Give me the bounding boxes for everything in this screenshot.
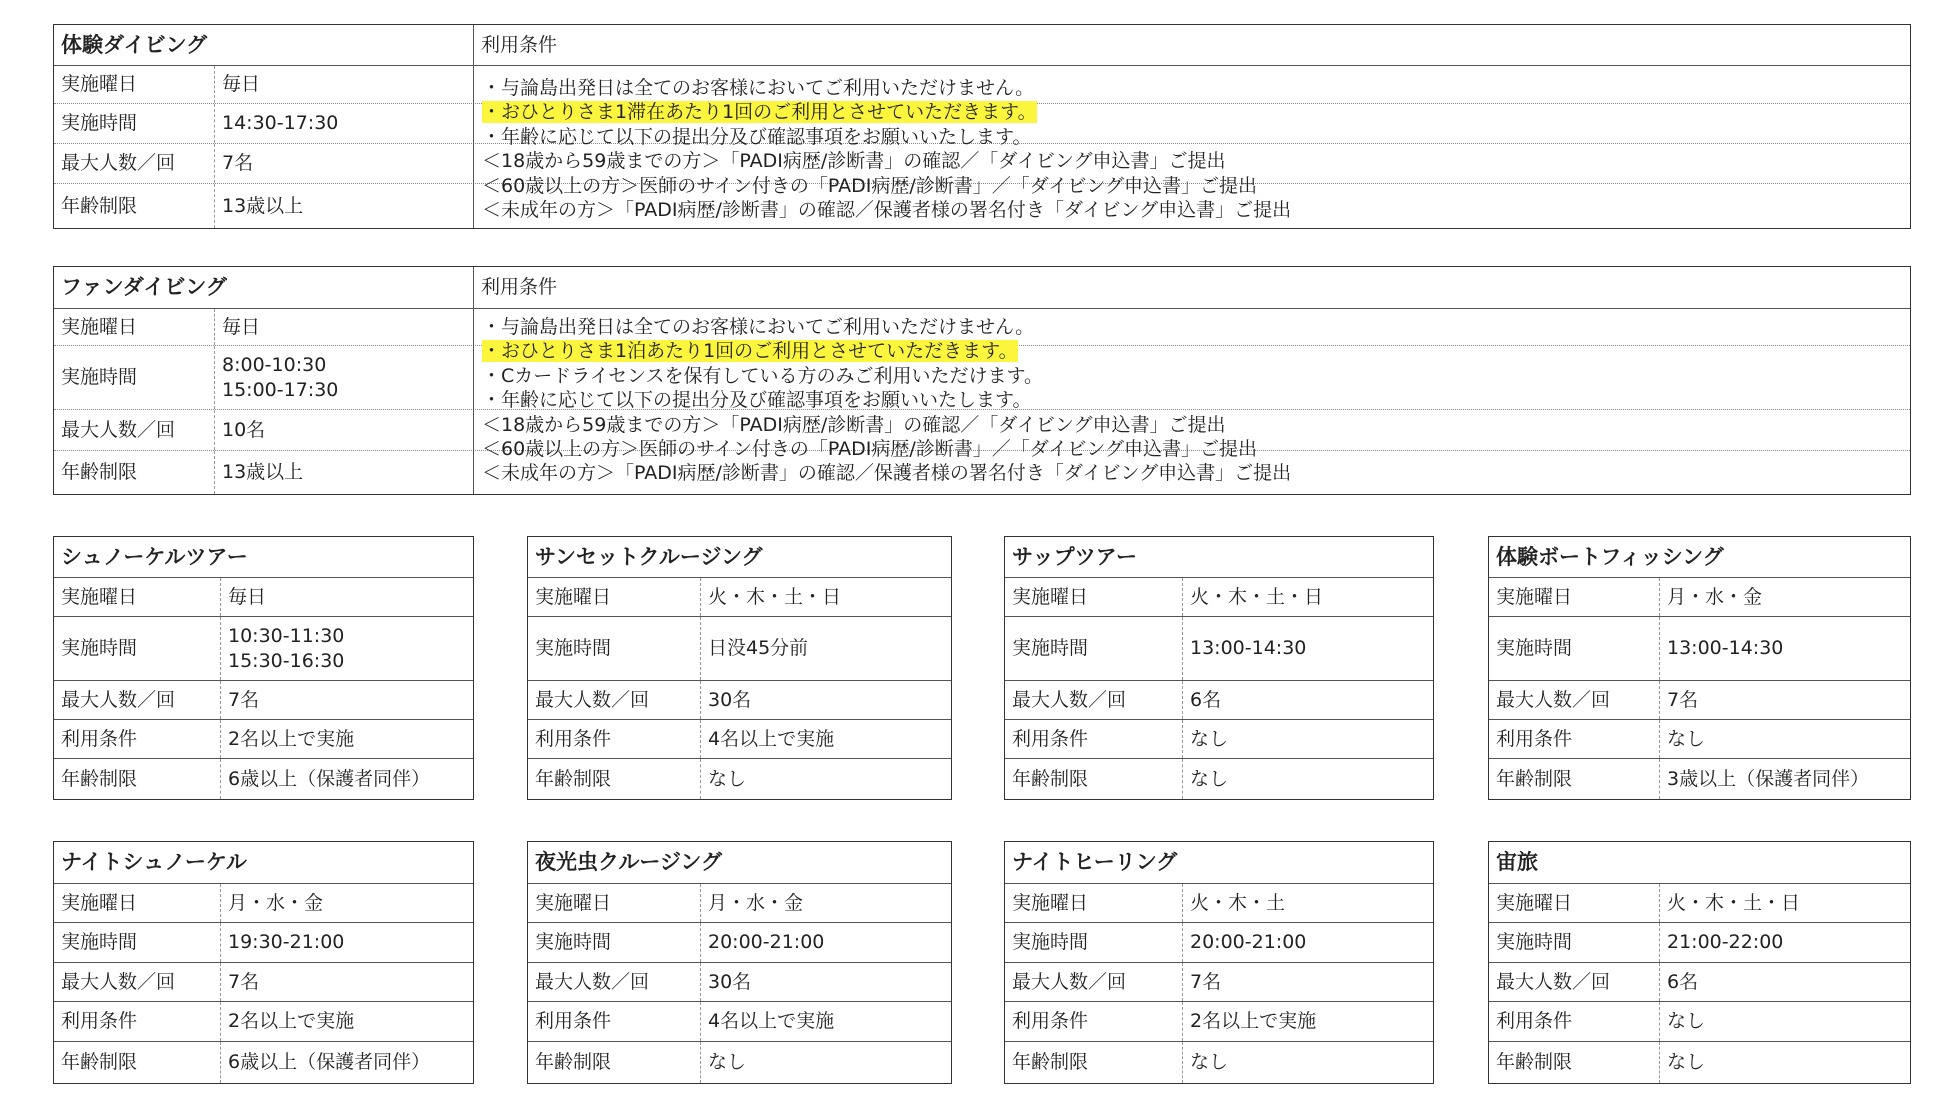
conditions-list <box>482 315 1291 486</box>
row-label: 実施時間 <box>1496 637 1573 659</box>
row-value: 19:30-21:00 <box>220 923 473 962</box>
row-label: 利用条件 <box>1012 1010 1089 1032</box>
row-value: 火・木・土 <box>1182 884 1433 922</box>
condition-line-highlighted: ・おひとりさま1滞在あたり1回のご利用とさせていただきます。 <box>482 101 1037 124</box>
row-value: なし <box>1182 759 1433 799</box>
table-row <box>54 616 473 680</box>
snorkel-tour-table <box>53 536 474 800</box>
condition-line: ＜18歳から59歳までの方＞「PADI病歴/診断書」の確認／「ダイビング申込書」ご提出 <box>482 150 1226 173</box>
condition-line: ＜18歳から59歳までの方＞「PADI病歴/診断書」の確認／「ダイビング申込書」ご提出 <box>482 413 1226 436</box>
row-value: 7名 <box>220 681 473 719</box>
row-label: 最大人数／回 <box>61 970 176 993</box>
table-row <box>54 1041 473 1083</box>
sup-tour-title: サップツアー <box>1012 544 1137 569</box>
table-row <box>54 922 473 962</box>
row-value: なし <box>1182 720 1433 758</box>
row-label: 実施時間 <box>535 931 612 953</box>
taiken-diving-table <box>53 24 1911 229</box>
time-range: 10:30-11:30 <box>228 624 345 647</box>
night-healing-title: ナイトヒーリング <box>1012 850 1178 874</box>
row-value: 6歳以上（保護者同伴） <box>220 759 473 799</box>
table-row <box>528 883 951 922</box>
table-row <box>1005 577 1433 616</box>
table-row <box>1489 883 1910 922</box>
table-row <box>1489 1001 1910 1041</box>
row-value: 毎日 <box>214 66 473 103</box>
row-value: 7名 <box>220 963 473 1001</box>
row-value: 4名以上で実施 <box>700 1002 951 1041</box>
row-label: 実施時間 <box>61 931 138 953</box>
condition-line: ＜60歳以上の方＞医師のサイン付きの「PADI病歴/診断書」／「ダイビング申込書」ご提出 <box>482 438 1257 461</box>
row-label: 利用条件 <box>1496 1010 1573 1032</box>
row-value: 火・木・土・日 <box>1659 884 1910 922</box>
row-value: 21:00-22:00 <box>1659 923 1910 962</box>
row-label: 年齢制限 <box>1496 1051 1573 1073</box>
table-row <box>1005 680 1433 719</box>
condition-line: ・年齢に応じて以下の提出分及び確認事項をお願いいたします。 <box>482 389 1032 412</box>
table-row <box>54 962 473 1001</box>
row-label: 実施曜日 <box>61 891 138 914</box>
row-label: 最大人数／回 <box>1496 970 1611 993</box>
table-row <box>54 1001 473 1041</box>
table-row <box>1489 680 1910 719</box>
table-row <box>1005 616 1433 680</box>
row-value: 30名 <box>700 963 951 1001</box>
table-row <box>528 758 951 799</box>
row-value: 7名 <box>214 144 473 183</box>
row-label: 最大人数／回 <box>1012 688 1127 711</box>
table-row <box>54 883 473 922</box>
row-value: 20:00-21:00 <box>700 923 951 962</box>
boat-fishing-table <box>1488 536 1911 800</box>
row-value: なし <box>1659 720 1910 758</box>
condition-line-highlighted: ・おひとりさま1泊あたり1回のご利用とさせていただきます。 <box>482 340 1018 363</box>
taiken-diving-title: 体験ダイビング <box>61 32 208 57</box>
row-label: 最大人数／回 <box>535 970 650 993</box>
row-value: 毎日 <box>214 309 473 345</box>
row-label: 最大人数／回 <box>1496 688 1611 711</box>
fun-diving-title: ファンダイビング <box>61 275 227 299</box>
row-label: 年齢制限 <box>61 767 138 790</box>
row-value: なし <box>1182 1042 1433 1083</box>
row-value: 13歳以上 <box>214 184 473 228</box>
sup-tour-table <box>1004 536 1434 800</box>
row-label: 最大人数／回 <box>535 688 650 711</box>
table-row <box>1489 922 1910 962</box>
table-row <box>528 616 951 680</box>
table-row <box>1005 922 1433 962</box>
row-label: 実施曜日 <box>535 891 612 914</box>
row-label: 実施曜日 <box>61 585 138 608</box>
row-value <box>214 346 473 409</box>
conditions-header: 利用条件 <box>473 267 1910 308</box>
table-row <box>528 1001 951 1041</box>
fun-diving-header-row <box>54 267 1910 308</box>
time-range: 15:00-17:30 <box>222 378 339 401</box>
row-label: 実施曜日 <box>1496 585 1573 608</box>
table-row <box>1005 719 1433 758</box>
condition-line: ・年齢に応じて以下の提出分及び確認事項をお願いいたします。 <box>482 125 1032 148</box>
row-label: 年齢制限 <box>61 194 138 217</box>
row-value: なし <box>700 1042 951 1083</box>
row-label: 年齢制限 <box>61 461 138 483</box>
sora-tabi-title: 宙旅 <box>1496 850 1538 874</box>
table-row <box>1489 577 1910 616</box>
row-label: 実施曜日 <box>535 585 612 608</box>
row-label: 利用条件 <box>61 1010 138 1032</box>
row-value: 13:00-14:30 <box>1182 617 1433 680</box>
condition-line: ・与論島出発日は全てのお客様においてご利用いただけません。 <box>482 77 1035 99</box>
row-label: 利用条件 <box>1496 727 1573 750</box>
table-row <box>54 758 473 799</box>
row-value: 月・水・金 <box>700 884 951 922</box>
time-range: 15:30-16:30 <box>228 649 345 672</box>
row-value: 火・木・土・日 <box>1182 578 1433 616</box>
row-label: 最大人数／回 <box>61 152 176 174</box>
row-value: 7名 <box>1659 681 1910 719</box>
row-value: 30名 <box>700 681 951 719</box>
row-label: 利用条件 <box>61 727 138 750</box>
noctiluca-cruising-table <box>527 841 952 1084</box>
table-row <box>528 719 951 758</box>
row-value: なし <box>1659 1002 1910 1041</box>
table-row <box>54 680 473 719</box>
row-label: 実施曜日 <box>1496 891 1573 914</box>
row-label: 利用条件 <box>1012 727 1089 750</box>
table-row <box>1005 1041 1433 1083</box>
night-healing-table <box>1004 841 1434 1084</box>
row-label: 年齢制限 <box>535 1051 612 1073</box>
row-value: 毎日 <box>220 578 473 616</box>
table-row <box>528 1041 951 1083</box>
row-value: 月・水・金 <box>220 884 473 922</box>
row-label: 最大人数／回 <box>61 418 176 441</box>
night-snorkel-table <box>53 841 474 1084</box>
table-row <box>1489 1041 1910 1083</box>
table-row <box>1005 758 1433 799</box>
row-value: 6歳以上（保護者同伴） <box>220 1042 473 1083</box>
table-row <box>528 962 951 1001</box>
time-range: 8:00-10:30 <box>222 353 327 376</box>
row-label: 年齢制限 <box>535 767 612 790</box>
row-value <box>220 617 473 680</box>
condition-line: ・与論島出発日は全てのお客様においてご利用いただけません。 <box>482 316 1035 338</box>
row-value: 13歳以上 <box>214 451 473 494</box>
table-row <box>1489 962 1910 1001</box>
row-label: 実施時間 <box>61 637 138 659</box>
condition-line: ＜60歳以上の方＞医師のサイン付きの「PADI病歴/診断書」／「ダイビング申込書」ご提出 <box>482 174 1257 197</box>
row-value: 6名 <box>1659 963 1910 1001</box>
row-value: 日没45分前 <box>700 617 951 680</box>
table-row <box>1005 1001 1433 1041</box>
row-label: 実施時間 <box>61 366 138 388</box>
table-row <box>528 680 951 719</box>
row-label: 実施曜日 <box>1012 891 1089 914</box>
table-row <box>528 577 951 616</box>
table-row <box>54 577 473 616</box>
row-value: 20:00-21:00 <box>1182 923 1433 962</box>
row-label: 年齢制限 <box>61 1051 138 1073</box>
row-value: 14:30-17:30 <box>214 104 473 143</box>
row-value: なし <box>1659 1042 1910 1083</box>
table-row <box>1489 758 1910 799</box>
snorkel-tour-title: シュノーケルツアー <box>61 544 248 569</box>
row-value: 2名以上で実施 <box>220 720 473 758</box>
table-row <box>1489 616 1910 680</box>
row-label: 実施時間 <box>1012 931 1089 953</box>
row-label: 実施時間 <box>1496 931 1573 953</box>
condition-line: ＜未成年の方＞「PADI病歴/診断書」の確認／保護者様の署名付き「ダイビング申込書」ご提出 <box>482 462 1292 485</box>
noctiluca-cruising-title: 夜光虫クルージング <box>535 850 723 874</box>
row-label: 実施時間 <box>535 637 612 659</box>
conditions-cell <box>473 308 1910 494</box>
row-label: 最大人数／回 <box>61 688 176 711</box>
row-label: 年齢制限 <box>1012 767 1089 790</box>
row-label: 最大人数／回 <box>1012 970 1127 993</box>
conditions-header: 利用条件 <box>473 25 1910 65</box>
row-label: 実施曜日 <box>61 73 138 95</box>
row-label: 年齢制限 <box>1496 767 1573 790</box>
row-value: 13:00-14:30 <box>1659 617 1910 680</box>
row-value: 月・水・金 <box>1659 578 1910 616</box>
table-row <box>1005 962 1433 1001</box>
row-value: 10名 <box>214 410 473 450</box>
sora-tabi-table <box>1488 841 1911 1084</box>
row-value: 4名以上で実施 <box>700 720 951 758</box>
boat-fishing-title: 体験ボートフィッシング <box>1496 544 1724 569</box>
row-value: 7名 <box>1182 963 1433 1001</box>
row-value: なし <box>700 759 951 799</box>
conditions-list <box>482 76 1291 222</box>
night-snorkel-title: ナイトシュノーケル <box>61 850 247 874</box>
table-row <box>54 719 473 758</box>
fun-diving-table <box>53 266 1911 495</box>
row-value: 2名以上で実施 <box>1182 1002 1433 1041</box>
sunset-cruising-title: サンセットクルージング <box>535 544 763 569</box>
taiken-diving-header-row <box>54 25 1910 65</box>
row-value: 火・木・土・日 <box>700 578 951 616</box>
row-label: 利用条件 <box>535 1010 612 1032</box>
row-value: 3歳以上（保護者同伴） <box>1659 759 1910 799</box>
condition-line: ・Cカードライセンスを保有している方のみご利用いただけます。 <box>482 364 1044 387</box>
table-row <box>528 922 951 962</box>
row-value: 2名以上で実施 <box>220 1002 473 1041</box>
row-label: 実施時間 <box>61 112 138 134</box>
row-label: 利用条件 <box>535 727 612 750</box>
sunset-cruising-table <box>527 536 952 800</box>
table-row <box>1005 883 1433 922</box>
conditions-cell <box>473 65 1910 228</box>
row-label: 実施曜日 <box>61 315 138 338</box>
row-label: 実施時間 <box>1012 637 1089 659</box>
row-label: 実施曜日 <box>1012 585 1089 608</box>
table-row <box>1489 719 1910 758</box>
row-value: 6名 <box>1182 681 1433 719</box>
condition-line: ＜未成年の方＞「PADI病歴/診断書」の確認／保護者様の署名付き「ダイビング申込書」ご提出 <box>482 199 1292 222</box>
row-label: 年齢制限 <box>1012 1051 1089 1073</box>
